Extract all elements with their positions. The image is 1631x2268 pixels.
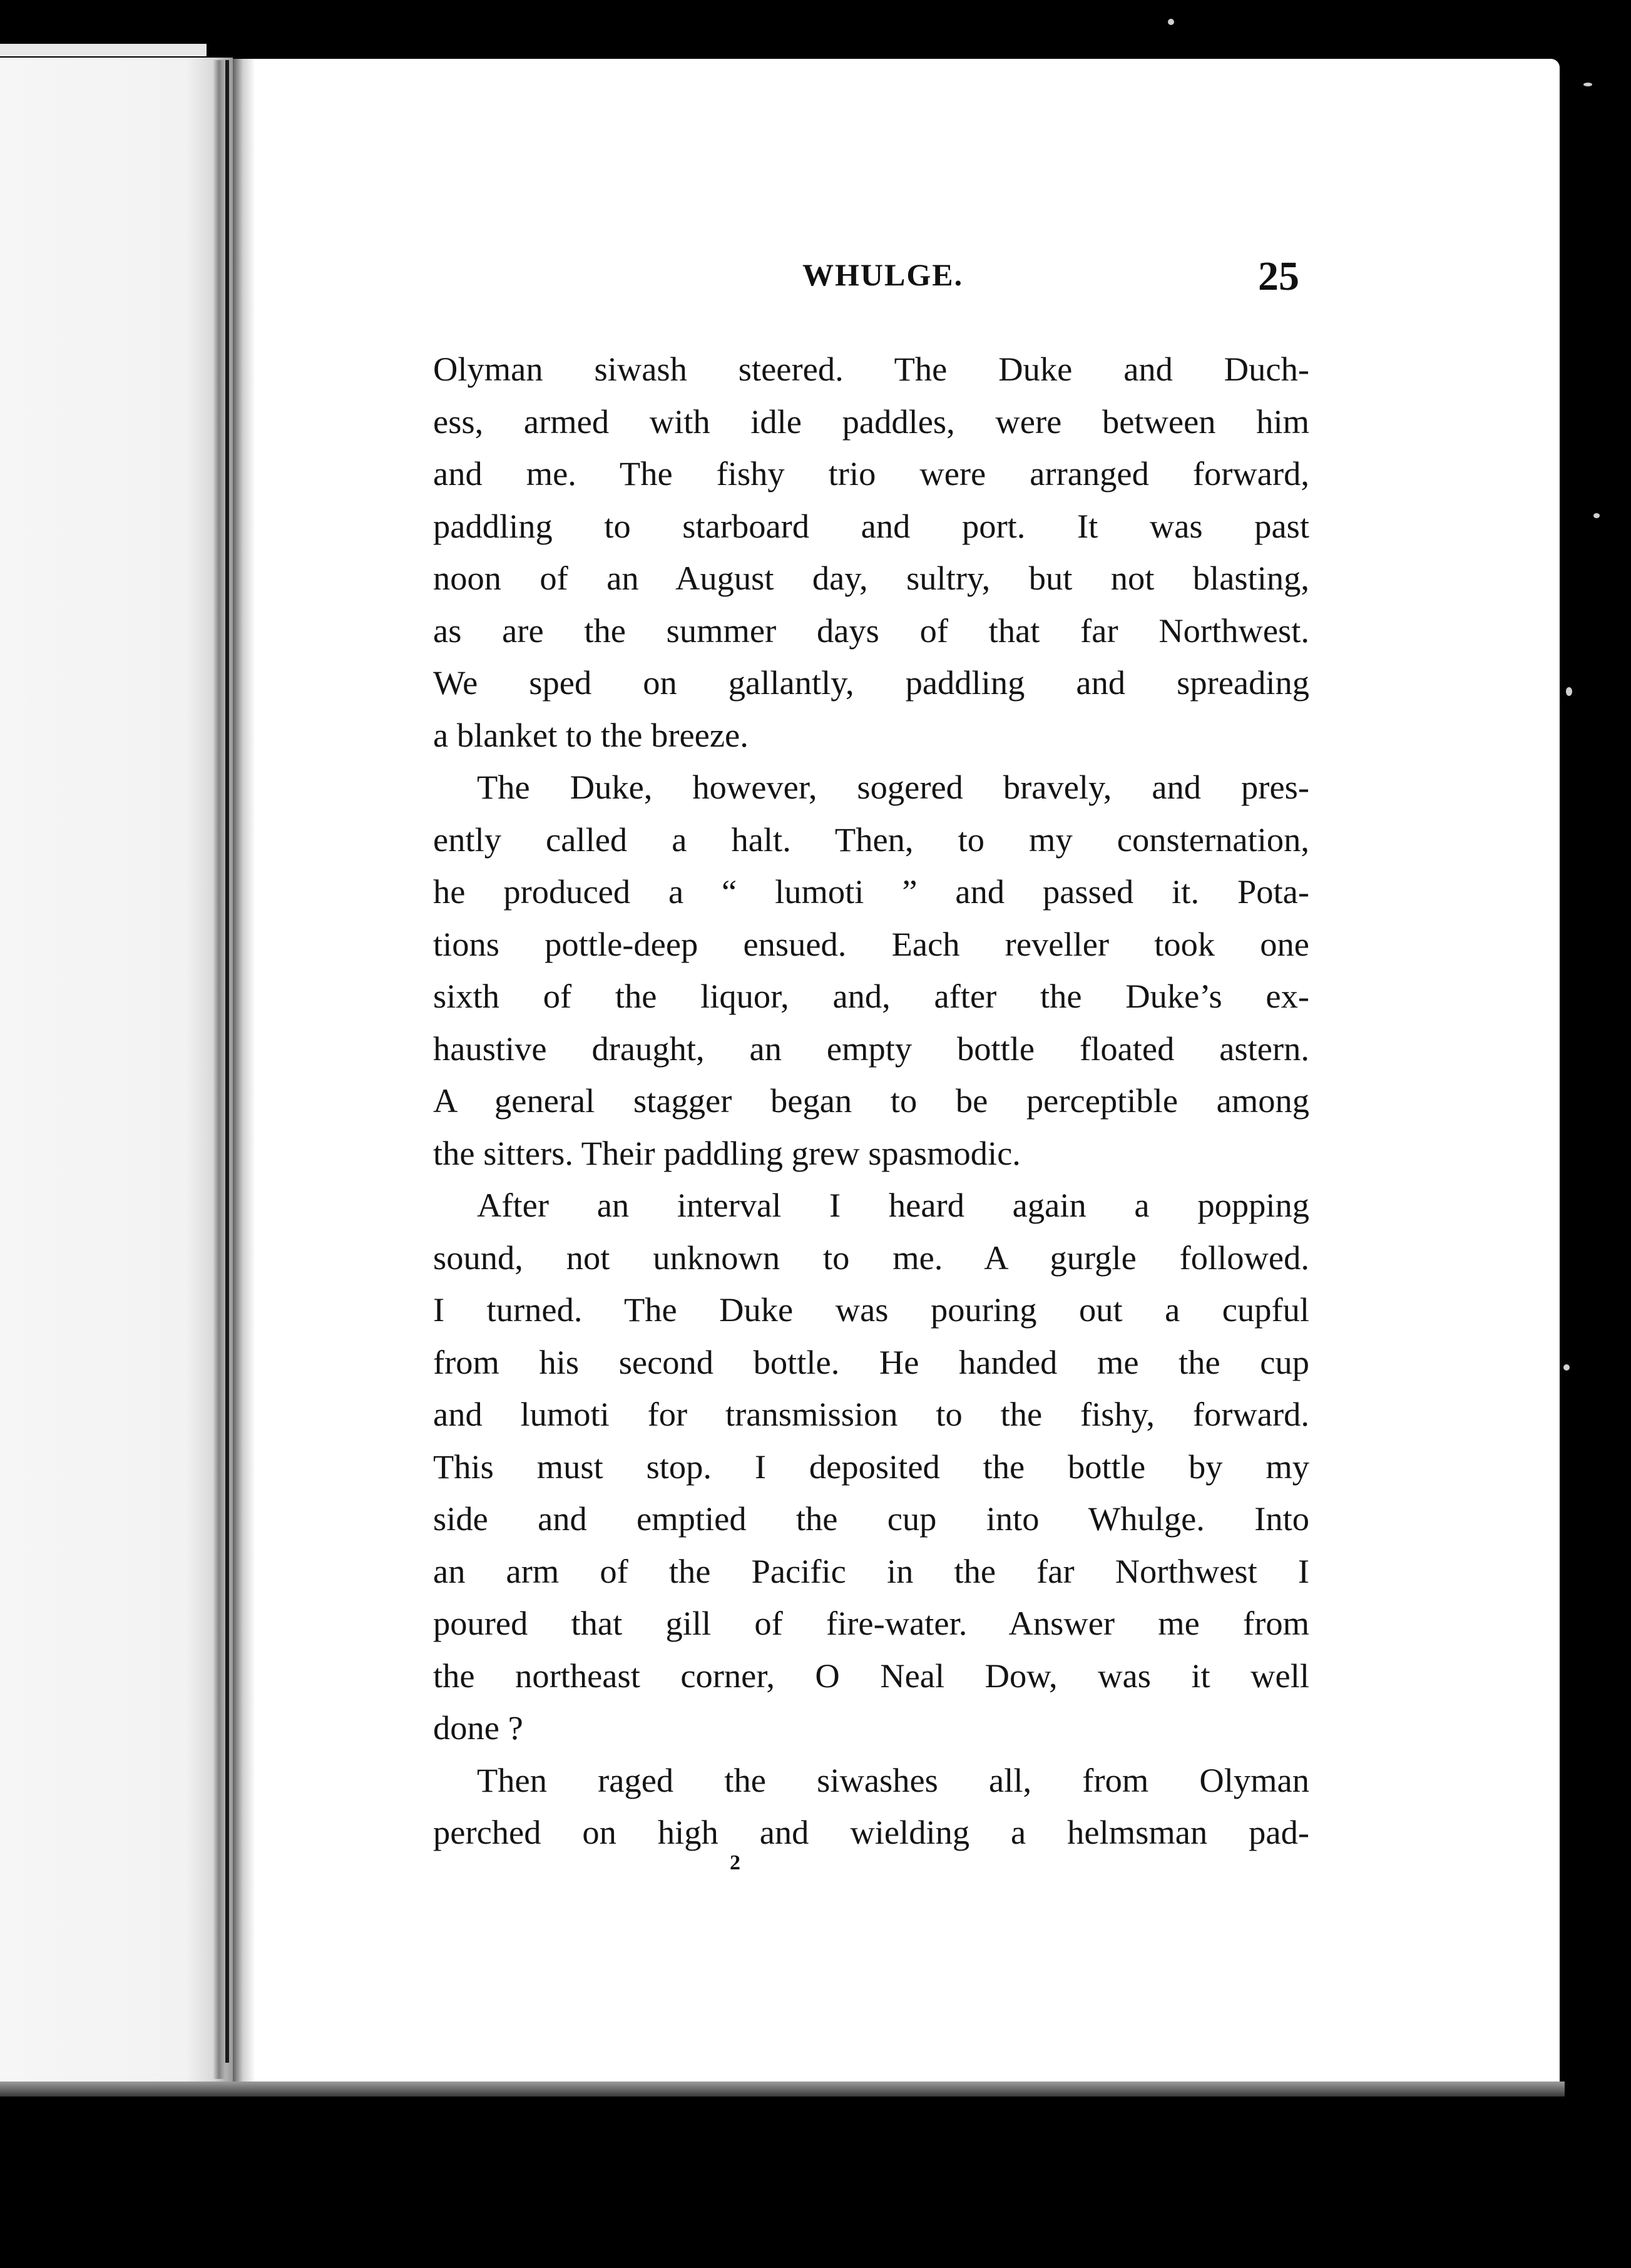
- text-line: haustive draught, an empty bottle floated astern.: [433, 1029, 1309, 1068]
- text-line: an arm of the Pacific in the far Northwest I: [433, 1551, 1309, 1590]
- left-page: [0, 58, 233, 2083]
- text-line: and lumoti for transmission to the fishy, forward.: [433, 1395, 1309, 1433]
- text-line: Then raged the siwashes all, from Olyman: [477, 1760, 1309, 1799]
- signature-mark: 2: [730, 1851, 740, 1874]
- text-line: done ?: [433, 1709, 523, 1747]
- bottom-page-edge: [0, 2082, 1565, 2097]
- text-line: ess, armed with idle paddles, were between him: [433, 402, 1309, 441]
- text-line: he produced a “ lumoti ” and passed it. Pota-: [433, 872, 1309, 911]
- text-line: tions pottle-deep ensued. Each reveller took one: [433, 924, 1309, 963]
- scan-speck: [1168, 19, 1174, 25]
- text-line: After an interval I heard again a popping: [477, 1186, 1309, 1224]
- text-line: noon of an August day, sultry, but not blasting,: [433, 559, 1309, 597]
- text-line: the sitters. Their paddling grew spasmodic.: [433, 1133, 1021, 1172]
- text-line: poured that gill of fire-water. Answer me from: [433, 1604, 1309, 1642]
- gutter-shadow: [233, 59, 255, 2082]
- text-line: perched on high and wielding a helmsman pad-: [433, 1813, 1309, 1851]
- body-text: [433, 343, 1309, 1859]
- scan-speck: [1566, 687, 1572, 696]
- text-line: the northeast corner, O Neal Dow, was it well: [433, 1656, 1309, 1695]
- text-line: The Duke, however, sogered bravely, and pres-: [477, 768, 1309, 806]
- text-line: Olyman siwash steered. The Duke and Duch-: [433, 350, 1309, 388]
- text-line: from his second bottle. He handed me the cup: [433, 1342, 1309, 1381]
- text-line: We sped on gallantly, paddling and spreading: [433, 663, 1309, 702]
- spine-crease: [225, 60, 229, 2063]
- text-line: a blanket to the breeze.: [433, 715, 749, 754]
- text-line: sixth of the liquor, and, after the Duke’s ex-: [433, 977, 1309, 1015]
- text-line: ently called a halt. Then, to my consternation,: [433, 820, 1309, 859]
- text-line: as are the summer days of that far Northwest.: [433, 611, 1309, 650]
- scan-speck: [1583, 83, 1592, 86]
- scan-speck: [1593, 513, 1600, 518]
- running-head: [0, 253, 1631, 303]
- text-line: This must stop. I deposited the bottle by my: [433, 1447, 1309, 1486]
- text-line: sound, not unknown to me. A gurgle followed.: [433, 1238, 1309, 1277]
- text-line: and me. The fishy trio were arranged forward,: [433, 454, 1309, 493]
- left-page-fore-edge: [213, 60, 225, 2079]
- scan-speck: [1563, 1364, 1570, 1371]
- running-title: WHULGE.: [802, 257, 964, 292]
- text-line: A general stagger began to be perceptible among: [433, 1081, 1309, 1120]
- text-line: I turned. The Duke was pouring out a cupful: [433, 1290, 1309, 1329]
- text-line: paddling to starboard and port. It was past: [433, 506, 1309, 545]
- top-edge-strip: [0, 44, 207, 56]
- page-number: 25: [1258, 253, 1299, 299]
- text-line: side and emptied the cup into Whulge. Into: [433, 1499, 1309, 1538]
